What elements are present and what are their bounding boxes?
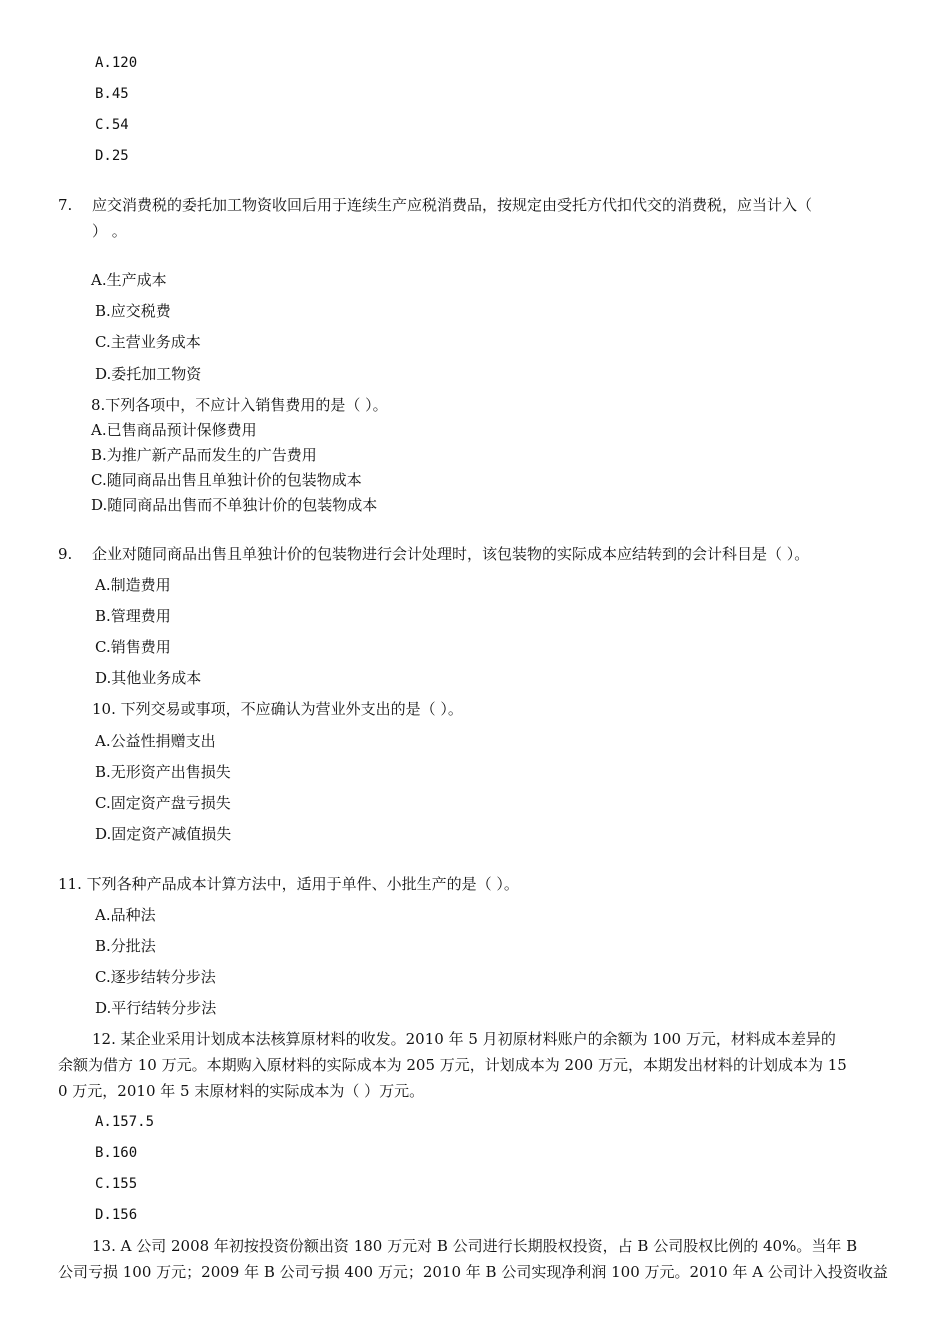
q7-option-a: A.生产成本 (91, 271, 167, 289)
q9-number: 9. (58, 545, 73, 563)
q9-option-d: D.其他业务成本 (95, 669, 202, 687)
q7-option-b: B.应交税费 (95, 302, 171, 320)
q13-stem-line2: 公司亏损 100 万元；2009 年 B 公司亏损 400 万元；2010 年 B 公司实现净利润 100 万元。2010 年 A 公司计入投资收益 (58, 1263, 888, 1281)
q6-option-a: A.120 (95, 55, 138, 71)
q9-option-b: B.管理费用 (95, 607, 171, 625)
q6-option-d: D.25 (95, 148, 129, 164)
q11-option-a: A.品种法 (95, 906, 156, 924)
q7-option-c: C.主营业务成本 (95, 333, 201, 351)
q12-option-a: A.157.5 (95, 1114, 155, 1130)
q10-option-b: B.无形资产出售损失 (95, 763, 231, 781)
q8-option-d: D.随同商品出售而不单独计价的包装物成本 (91, 496, 378, 514)
q7-number: 7. (58, 196, 73, 214)
q12-stem-line3: 0 万元，2010 年 5 末原材料的实际成本为（ ）万元。 (58, 1082, 425, 1100)
q10-option-c: C.固定资产盘亏损失 (95, 794, 231, 812)
q10-option-a: A.公益性捐赠支出 (95, 732, 216, 750)
q12-option-b: B.160 (95, 1145, 138, 1161)
q12-stem-line2: 余额为借方 10 万元。本期购入原材料的实际成本为 205 万元，计划成本为 200 万元，本期发出材料的计划成本为 15 (58, 1056, 847, 1074)
q6-option-b: B.45 (95, 86, 129, 102)
q7-stem-line2: ） 。 (92, 222, 127, 240)
q11-option-d: D.平行结转分步法 (95, 999, 217, 1017)
q9-option-c: C.销售费用 (95, 638, 171, 656)
q8-stem: 8.下列各项中，不应计入销售费用的是（ ）。 (91, 396, 388, 414)
q8-option-b: B.为推广新产品而发生的广告费用 (91, 446, 317, 464)
q11-stem: 11. 下列各种产品成本计算方法中，适用于单件、小批生产的是（ ）。 (58, 875, 519, 893)
q12-option-d: D.156 (95, 1207, 138, 1223)
q8-option-c: C.随同商品出售且单独计价的包装物成本 (91, 471, 362, 489)
q7-stem-line1: 应交消费税的委托加工物资收回后用于连续生产应税消费品，按规定由受托方代扣代交的消费税，应当计入（ (92, 196, 813, 214)
q13-stem-line1: 13. A 公司 2008 年初按投资份额出资 180 万元对 B 公司进行长期股权投资，占 B 公司股权比例的 40%。当年 B (92, 1237, 858, 1255)
q9-stem: 企业对随同商品出售且单独计价的包装物进行会计处理时，该包装物的实际成本应结转到的会计科目是（ ）。 (92, 545, 810, 563)
q9-option-a: A.制造费用 (95, 576, 171, 594)
q11-option-c: C.逐步结转分步法 (95, 968, 216, 986)
q6-option-c: C.54 (95, 117, 129, 133)
q8-option-a: A.已售商品预计保修费用 (91, 421, 257, 439)
q11-option-b: B.分批法 (95, 937, 156, 955)
q12-stem-line1: 12. 某企业采用计划成本法核算原材料的收发。2010 年 5 月初原材料账户的余额为 100 万元，材料成本差异的 (92, 1030, 836, 1048)
q10-stem: 10. 下列交易或事项，不应确认为营业外支出的是（ ）。 (92, 700, 463, 718)
q10-option-d: D.固定资产减值损失 (95, 825, 232, 843)
q7-option-d: D.委托加工物资 (95, 365, 202, 383)
q12-option-c: C.155 (95, 1176, 138, 1192)
